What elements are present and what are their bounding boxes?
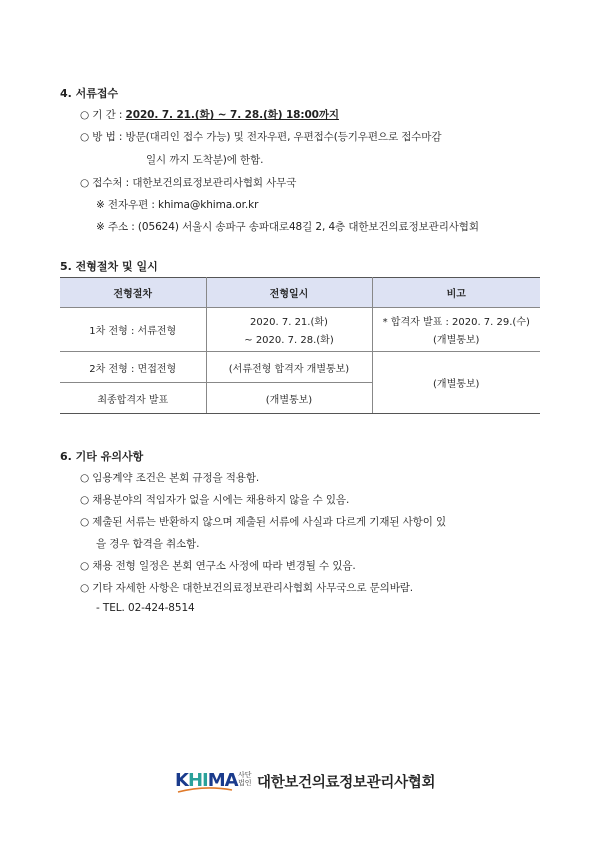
logo-k: K (175, 770, 188, 791)
row1-note-line2: (개별통보) (433, 335, 480, 346)
receiver-line: ○ 접수처 : 대한보건의료정보관리사협회 사무국 (80, 177, 297, 189)
section-6-title: 6. 기타 유의사항 (60, 450, 144, 463)
row2-note: (개별통보) (372, 352, 540, 414)
section-4-title: 4. 서류접수 (60, 87, 119, 100)
header-note: 비고 (372, 278, 540, 308)
legal-entity-label (238, 771, 252, 787)
org-name: 대한보건의료정보관리사협회 (257, 775, 436, 791)
header-step: 전형절차 (60, 278, 206, 308)
section-5-title: 5. 전형절차 및 일시 (60, 260, 158, 273)
note-item-5: ○ 기타 자세한 사항은 대한보건의료정보관리사협회 사무국으로 문의바람. (80, 582, 414, 594)
row1-step: 1차 전형 : 서류전형 (60, 308, 206, 352)
period-value: 2020. 7. 21.(화) ~ 7. 28.(화) 18:00까지 (125, 109, 339, 121)
row1-note (372, 308, 540, 352)
address-line: ※ 주소 : (05624) 서울시 송파구 송파대로48길 2, 4층 대한보건의료정보관리사협회 (96, 221, 479, 233)
legal-line-1: 사단 (238, 771, 252, 779)
logo-hi: HI (187, 770, 208, 791)
table-header-row (60, 278, 540, 308)
row1-date-line1: 2020. 7. 21.(화) (250, 317, 328, 328)
schedule-table (60, 277, 540, 414)
table-row (60, 308, 540, 352)
period-label: ○ 기 간 : (80, 109, 126, 121)
note-item-1: ○ 임용계약 조건은 본회 규정을 적용함. (80, 472, 260, 484)
note-item-3-line-1: ○ 제출된 서류는 반환하지 않으며 제출된 서류에 사실과 다르게 기재된 사항이 있 (80, 516, 447, 528)
row1-note-line1: * 합격자 발표 : 2020. 7. 29.(수) (382, 317, 530, 328)
note-item-4: ○ 채용 전형 일정은 본회 연구소 사정에 따라 변경될 수 있음. (80, 560, 356, 572)
row2-step: 2차 전형 : 면접전형 (60, 352, 206, 383)
row1-date-line2: ~ 2020. 7. 28.(화) (244, 335, 334, 346)
note-item-3-line-2: 을 경우 합격을 취소함. (96, 538, 200, 550)
logo-ma: MA (207, 770, 238, 791)
row3-date: (개별통보) (206, 383, 372, 414)
header-date: 전형일시 (206, 278, 372, 308)
method-line-1: ○ 방 법 : 방문(대리인 접수 가능) 및 전자우편, 우편접수(등기우편으로 접수마감 (80, 131, 442, 143)
tel-line: - TEL. 02-424-8514 (96, 602, 195, 614)
row2-date: (서류전형 합격자 개별통보) (206, 352, 372, 383)
row3-step: 최종합격자 발표 (60, 383, 206, 414)
note-item-2: ○ 채용분야의 적임자가 없을 시에는 채용하지 않을 수 있음. (80, 494, 350, 506)
logo-swoosh-icon (176, 786, 234, 794)
legal-line-2: 법인 (238, 779, 252, 787)
period-line (80, 107, 339, 122)
table-row (60, 352, 540, 383)
row1-date (206, 308, 372, 352)
email-line: ※ 전자우편 : khima@khima.or.kr (96, 199, 259, 211)
footer-logo (0, 768, 600, 794)
method-line-2: 일시 까지 도착분)에 한함. (146, 154, 264, 166)
